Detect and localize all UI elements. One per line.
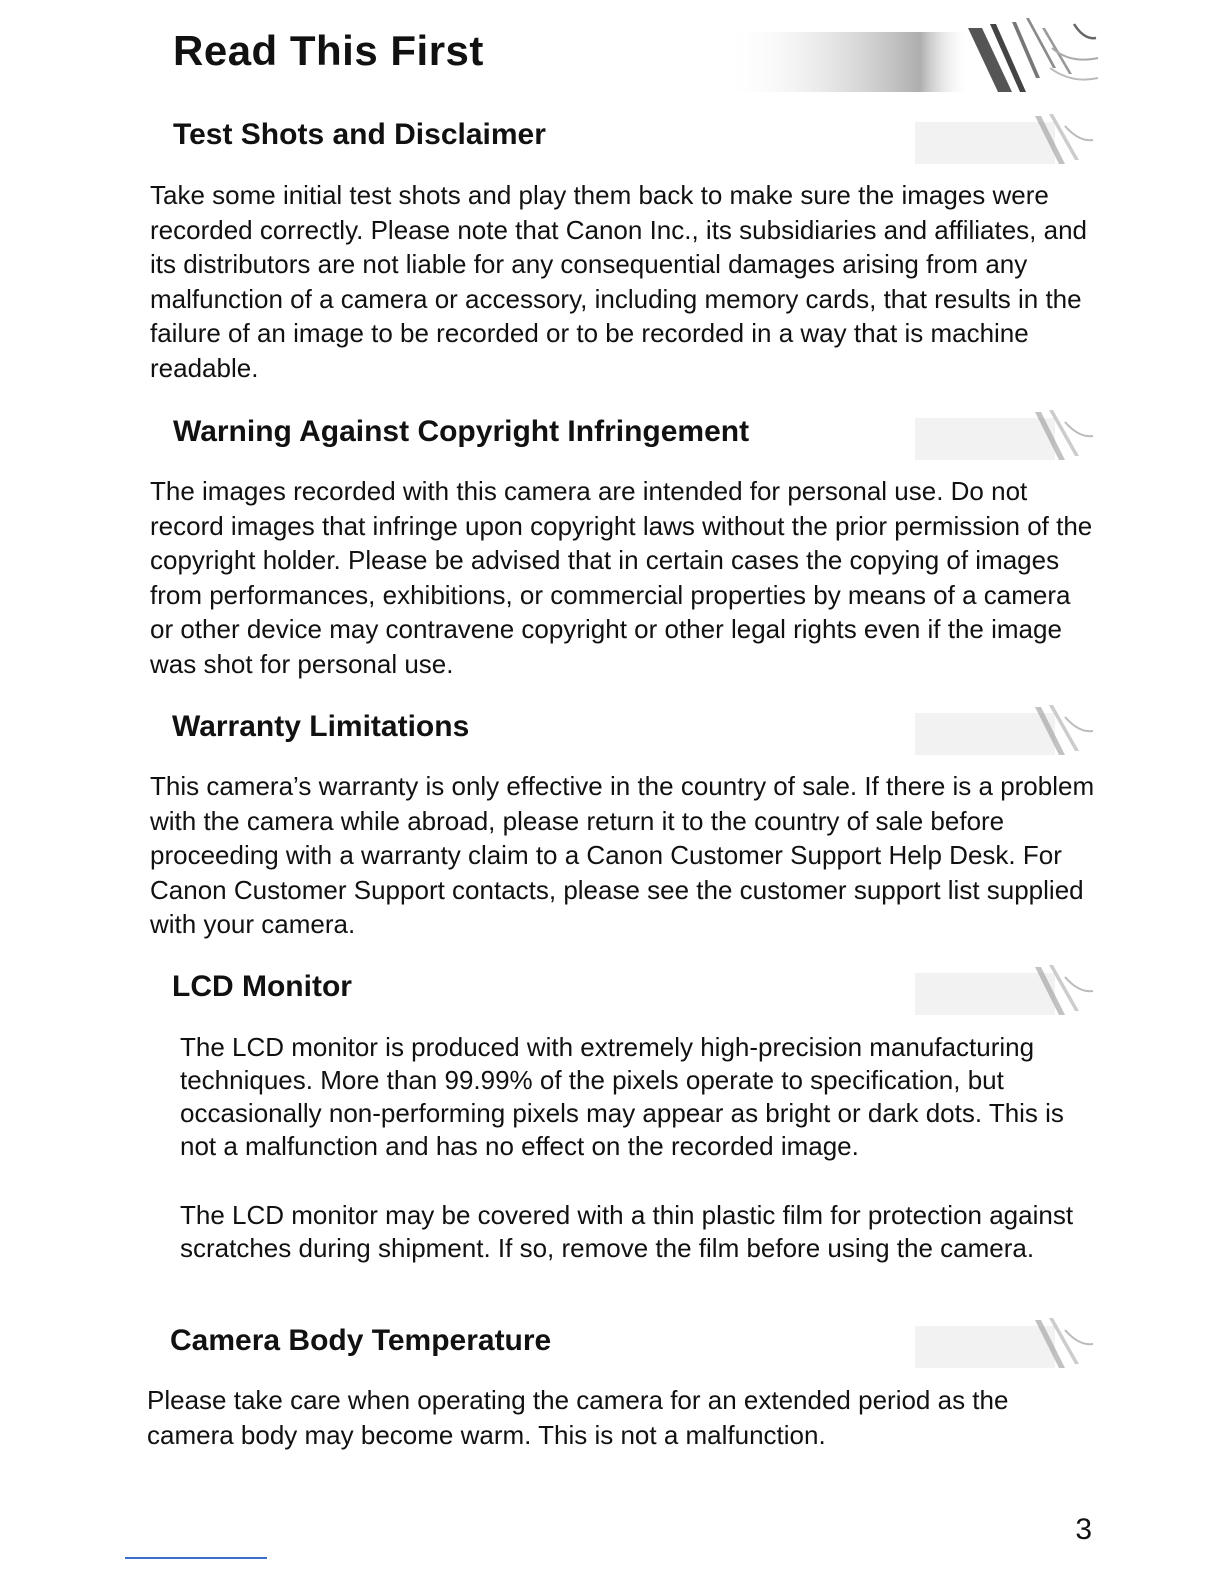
heading-copyright: Warning Against Copyright Infringement xyxy=(173,415,750,448)
paragraph-body-temperature: Please take care when operating the camera for an extended period as the camera body may become warm. This is not a malfunction. xyxy=(147,1385,1009,1450)
footer-rule xyxy=(125,1557,267,1559)
heading-decoration xyxy=(895,408,1095,464)
paragraph-lcd-film: The LCD monitor may be covered with a thin plastic film for protection against scratches during shipment. If so, remove the film before using the camera. xyxy=(180,1200,1074,1263)
heading-decoration xyxy=(895,1316,1095,1372)
heading-test-shots: Test Shots and Disclaimer xyxy=(173,118,546,151)
paragraph-warranty: This camera’s warranty is only effective in the country of sale. If there is a problem with the camera while abroad, please return it to the country of sale before proceeding with a warranty claim to a Canon Customer Support Help Desk. For Canon Customer Support contacts, please see the customer support list supplied with your camera. xyxy=(150,771,1095,940)
heading-decoration xyxy=(895,703,1095,759)
paragraph-test-shots: Take some initial test shots and play them back to make sure the images were recorded correctly. Please note that Canon Inc., its subsidiaries and affiliates, and its distributors are not liable for any consequential damages arising from any malfunction of a camera or accessory, including memory cards, that results in the failure of an image to be recorded or to be recorded in a way that is machine readable. xyxy=(150,180,1088,383)
heading-decoration xyxy=(895,112,1095,168)
heading-decoration xyxy=(895,963,1095,1019)
heading-warranty: Warranty Limitations xyxy=(172,710,470,743)
paragraph-copyright: The images recorded with this camera are intended for personal use. Do not record images that infringe upon copyright laws without the prior permission of the copyright holder. Please be advised that in certain cases the copying of images from performances, exhibitions, or commercial properties by means of a camera or other device may contravene copyright or other legal rights even if the image was shot for personal use. xyxy=(150,476,1093,679)
page-title: Read This First xyxy=(173,27,484,74)
heading-lcd-monitor: LCD Monitor xyxy=(172,970,352,1003)
page-number: 3 xyxy=(1075,1513,1092,1546)
paragraph-lcd-precision: The LCD monitor is produced with extremely high-precision manufacturing techniques. More than 99.99% of the pixels operate to specification, but occasionally non-performing pixels may appear as bright or dark dots. This is not a malfunction and has no effect on the recorded image. xyxy=(180,1032,1064,1161)
heading-body-temperature: Camera Body Temperature xyxy=(170,1324,552,1357)
title-stripe-decoration xyxy=(720,18,1100,94)
